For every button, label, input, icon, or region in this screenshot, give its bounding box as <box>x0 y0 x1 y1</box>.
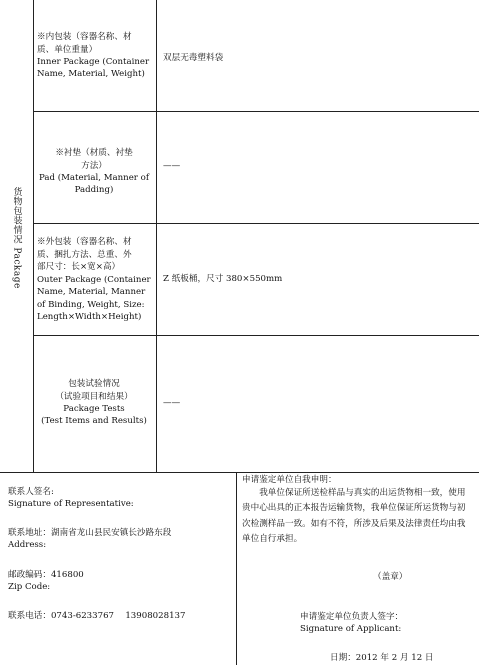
representative-label-en: Signature of Representative: <box>8 499 134 510</box>
address-label-zh: 联系地址：湖南省龙山县民安镇长沙路东段 <box>8 528 172 538</box>
table-border-line <box>33 223 479 224</box>
phone-field <box>8 610 233 622</box>
zip-label-en: Zip Code: <box>8 582 51 593</box>
applicant-declaration <box>242 474 472 547</box>
inner-package-label-zh: ※内包装（容器名称、材 质、单位重量） <box>37 32 132 55</box>
package-tests-value: —— <box>163 397 181 408</box>
pad-item <box>34 138 154 206</box>
outer-package-label-zh: ※外包装（容器名称、材 质、捆扎方法、总重、外 部尺寸：长×宽×高） <box>37 237 132 273</box>
declaration-body: 我单位保证所送检样品与真实的出运货物相一致，使用贵中心出具的正本报告运输货物，我单位保证所运货物与初次检测样品一致。如有不符，所涉及后果及法律责任均由我单位自行承担。 <box>242 488 466 544</box>
table-border-line <box>156 0 157 472</box>
pad-value: —— <box>163 160 181 171</box>
outer-package-value-cell <box>163 271 463 287</box>
applicant-signature-label-zh: 申请鉴定单位负责人签字： <box>300 612 404 622</box>
package-tests-item <box>34 372 154 434</box>
representative-field <box>8 486 233 511</box>
table-border-line <box>33 111 479 112</box>
table-border-line <box>0 472 479 473</box>
inner-package-value-cell <box>163 50 463 66</box>
package-section-label-text: 货物包装情况 Package <box>11 187 22 289</box>
table-border-line <box>33 335 479 336</box>
declaration-date: 日期：2012 年 2 月 12 日 <box>330 653 434 663</box>
inner-package-value: 双层无毒塑料袋 <box>163 52 224 63</box>
inner-package-item <box>34 26 154 86</box>
pad-label-en: Pad (Material, Manner of Padding) <box>38 173 150 196</box>
zip-label-zh: 邮政编码：416800 <box>8 570 84 580</box>
applicant-signature-label-en: Signature of Applicant: <box>300 624 402 635</box>
address-label-en: Address: <box>8 540 47 551</box>
package-tests-label-en: Package Tests (Test Items and Results) <box>41 404 147 427</box>
applicant-signature-field <box>300 611 403 636</box>
outer-package-label-en: Outer Package (Container Name, Material, Manner of Binding, Weight, Size: Length×Width×Height) <box>37 274 151 323</box>
phone-label: 联系电话：0743-6233767 13908028137 <box>8 611 186 621</box>
table-border-line <box>236 472 237 665</box>
outer-package-item <box>34 230 154 330</box>
zip-field <box>8 569 233 594</box>
address-field <box>8 527 233 552</box>
package-tests-value-cell <box>163 395 463 411</box>
package-section-label <box>5 8 27 468</box>
representative-label-zh: 联系人签名: <box>8 487 54 497</box>
declaration-title: 申请鉴定单位自我申明： <box>242 475 337 485</box>
package-tests-label-zh: 包装试验情况 （试验项目和结果） <box>55 379 133 402</box>
pad-label-zh: ※衬垫（材质、衬垫 方法） <box>55 148 133 171</box>
inner-package-label-en: Inner Package (Container Name, Material, Weight) <box>37 57 150 80</box>
outer-package-value: Z 纸板桶，尺寸 380×550mm <box>163 273 283 284</box>
seal-placeholder: （盖章） <box>373 572 408 582</box>
pad-value-cell <box>163 158 463 174</box>
